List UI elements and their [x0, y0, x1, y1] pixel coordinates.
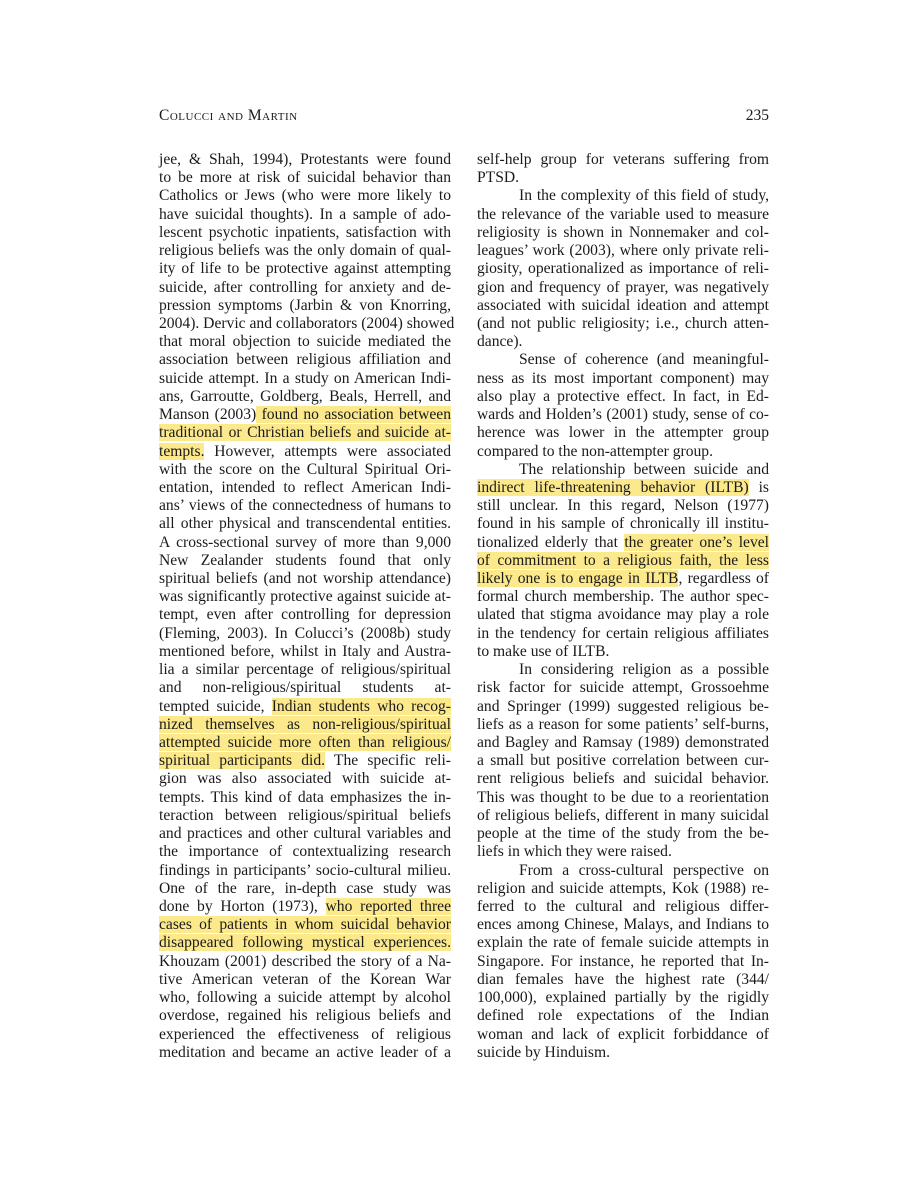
text-line: spiritual beliefs (and not worship attendance) — [159, 570, 451, 588]
text-line: mentioned before, whilst in Italy and Austra- — [159, 642, 451, 660]
text-line: defined role expectations of the Indian — [477, 1007, 769, 1025]
text-line — [477, 570, 769, 588]
text-line: a small but positive correlation between cur- — [477, 752, 769, 770]
text-line: and Bagley and Ramsay (1989) demonstrated — [477, 734, 769, 751]
text-line — [159, 752, 451, 770]
text-line: entation, intended to reflect American Indi- — [159, 478, 451, 496]
text-line: liefs as a reason for some patients’ self-burns, — [477, 715, 769, 733]
text-line: ferred to the cultural and religious differ- — [477, 897, 769, 915]
text-line: jee, & Shah, 1994), Protestants were found — [159, 151, 451, 168]
highlighted-text: who reported three — [325, 897, 451, 915]
highlighted-text: indirect life-threatening behavior (ILTB) — [477, 478, 749, 496]
text-line: leagues’ work (2003), where only private reli- — [477, 242, 769, 260]
highlighted-text: the greater one’s level — [624, 533, 770, 551]
text-line — [159, 424, 451, 442]
text-line: suicide, after controlling for anxiety and de- — [159, 278, 451, 296]
text-line: teraction between religious/spiritual beliefs — [159, 806, 451, 824]
text-line: overdose, regained his religious beliefs and — [159, 1007, 451, 1025]
text-line: with the score on the Cultural Spiritual Ori- — [159, 460, 451, 478]
text-line: still unclear. In this regard, Nelson (1977) — [477, 497, 769, 515]
text-line: was significantly protective against suicide at- — [159, 588, 451, 606]
text-line: The relationship between suicide and — [519, 460, 769, 478]
text-segment: done by Horton (1973), — [159, 897, 326, 915]
page-number: 235 — [745, 107, 769, 124]
highlighted-text: cases of patients in whom suicidal behavior — [159, 916, 451, 934]
text-segment: is — [748, 478, 769, 496]
text-line: findings in participants’ socio-cultural milieu. — [159, 861, 451, 879]
text-line: tempt, even after controlling for depression — [159, 606, 451, 624]
text-line: all other physical and transcendental entities. — [159, 515, 451, 533]
highlighted-text: of commitment to a religious faith, the less — [477, 551, 769, 569]
text-line: giosity, operationalized as importance of reli- — [477, 260, 769, 278]
text-segment: However, attempts were associated — [204, 442, 451, 460]
text-line: This was thought to be due to a reorientation — [477, 788, 769, 806]
text-segment: The specific reli- — [325, 752, 451, 770]
text-line: that moral objection to suicide mediated the — [159, 333, 451, 351]
running-head: Colucci and Martin — [159, 107, 298, 124]
text-line: also play a protective effect. In fact, in Ed- — [477, 387, 769, 405]
highlighted-text: disappeared following mystical experiences. — [159, 934, 451, 952]
text-line: people at the time of the study from the be- — [477, 825, 769, 843]
text-line: ness as its most important component) may — [477, 369, 769, 387]
text-line: religiosity is shown in Nonnemaker and col- — [477, 223, 769, 241]
text-line — [477, 479, 769, 497]
text-line — [159, 934, 451, 952]
text-line: ans’ views of the connectedness of humans to — [159, 497, 451, 515]
highlighted-text: nized themselves as non-religious/spiritual — [159, 715, 451, 733]
text-line — [477, 534, 769, 552]
text-line: Khouzam (2001) described the story of a Na- — [159, 952, 451, 970]
text-line: association between religious affiliation and — [159, 351, 451, 369]
text-line: have suicidal thoughts). In a sample of ado- — [159, 205, 451, 223]
text-line: tempts. This kind of data emphasizes the in- — [159, 788, 451, 806]
highlighted-text: spiritual participants did. — [159, 752, 326, 770]
text-line: formal church membership. The author spec- — [477, 588, 769, 606]
text-line: and practices and other cultural variables and — [159, 825, 451, 843]
text-line: meditation and became an active leader of a — [159, 1043, 451, 1061]
text-line: herence was lower in the attempter group — [477, 424, 769, 442]
text-line: suicide by Hinduism. — [477, 1043, 610, 1061]
text-line: lia a similar percentage of religious/spiritual — [159, 661, 451, 679]
text-line: ity of life to be protective against attempting — [159, 260, 451, 278]
text-line — [159, 716, 451, 734]
text-line: religious beliefs was the only domain of qual- — [159, 242, 451, 260]
text-line — [159, 734, 451, 752]
text-line: liefs in which they were raised. — [477, 843, 672, 861]
text-line: and non-religious/spiritual students at- — [159, 679, 451, 697]
text-line: found in his sample of chronically ill institu- — [477, 515, 769, 533]
text-line: Catholics or Jews (who were more likely to — [159, 187, 451, 205]
text-line: dance). — [477, 333, 523, 351]
text-line: ulated that stigma avoidance may play a role — [477, 606, 769, 624]
text-line: Sense of coherence (and meaningful- — [519, 351, 769, 369]
text-line: From a cross-cultural perspective on — [519, 861, 769, 879]
text-line: Singapore. For instance, he reported that In- — [477, 952, 769, 970]
text-line: religion and suicide attempts, Kok (1988) re- — [477, 879, 769, 897]
text-line: experienced the effectiveness of religious — [159, 1025, 451, 1043]
highlighted-text: likely one is to engage in ILTB — [477, 570, 679, 588]
text-line: PTSD. — [477, 169, 520, 187]
text-line: 2004). Dervic and collaborators (2004) showed — [159, 314, 455, 332]
text-line: woman and lack of explicit forbiddance of — [477, 1025, 769, 1043]
text-line: explain the rate of female suicide attempts in — [477, 934, 769, 952]
text-line: who, following a suicide attempt by alcohol — [159, 989, 451, 1007]
text-line: the relevance of the variable used to measure — [477, 205, 769, 223]
highlighted-text: attempted suicide more often than religious/ — [159, 734, 451, 751]
text-line: 100,000), explained partially by the rigidly — [477, 989, 769, 1007]
text-line — [477, 552, 769, 570]
text-line: ences among Chinese, Malays, and Indians to — [477, 916, 769, 934]
left-text-column — [159, 151, 455, 1062]
text-line — [159, 406, 451, 424]
text-line: ans, Garroutte, Goldberg, Beals, Herrell, and — [159, 387, 451, 405]
text-line: wards and Holden’s (2001) study, sense of co- — [477, 406, 769, 424]
highlighted-text: tempts. — [159, 442, 205, 460]
text-line: A cross-sectional survey of more than 9,000 — [159, 533, 451, 551]
highlighted-text: found no association between — [256, 406, 452, 424]
text-segment: , regardless of — [678, 570, 769, 588]
text-line: pression symptoms (Jarbin & von Knorring, — [159, 296, 451, 314]
text-segment: Manson (2003) — [159, 406, 257, 424]
text-line: of religious beliefs, different in many suicidal — [477, 806, 769, 824]
text-line: to be more at risk of suicidal behavior than — [159, 169, 451, 187]
text-line: risk factor for suicide attempt, Grossoehme — [477, 679, 769, 697]
text-line: to make use of ILTB. — [477, 642, 610, 660]
text-line: One of the rare, in-depth case study was — [159, 879, 451, 897]
text-line: associated with suicidal ideation and attempt — [477, 296, 769, 314]
text-line — [159, 698, 451, 716]
right-text-column — [477, 151, 769, 1062]
text-line — [159, 916, 451, 934]
text-segment: tionalized elderly that — [477, 533, 625, 551]
text-line: dian females have the highest rate (344/ — [477, 970, 769, 988]
text-line: the importance of contextualizing research — [159, 843, 451, 861]
text-line: (Fleming, 2003). In Colucci’s (2008b) study — [159, 624, 451, 642]
page-header — [159, 107, 769, 129]
text-line: In the complexity of this field of study, — [519, 187, 769, 205]
text-line — [159, 898, 451, 916]
text-line — [159, 443, 451, 461]
text-line: compared to the non-attempter group. — [477, 442, 713, 460]
text-line: rent religious beliefs and suicidal behavior. — [477, 770, 769, 788]
highlighted-text: Indian students who recog- — [271, 697, 451, 715]
text-line: lescent psychotic inpatients, satisfaction with — [159, 223, 451, 241]
text-segment: tempted suicide, — [159, 697, 272, 715]
text-line: in the tendency for certain religious affiliates — [477, 624, 769, 642]
text-line: suicide attempt. In a study on American Indi- — [159, 369, 451, 387]
text-line: and Springer (1999) suggested religious be- — [477, 697, 769, 715]
highlighted-text: traditional or Christian beliefs and suicide at- — [159, 424, 451, 442]
text-line: New Zealander students found that only — [159, 551, 451, 569]
text-line: gion was also associated with suicide at- — [159, 770, 451, 788]
text-line: self-help group for veterans suffering from — [477, 151, 769, 168]
text-line: tive American veteran of the Korean War — [159, 970, 451, 988]
text-line: gion and frequency of prayer, was negatively — [477, 278, 769, 296]
text-line: (and not public religiosity; i.e., church atten- — [477, 314, 769, 332]
text-line: In considering religion as a possible — [519, 661, 769, 679]
